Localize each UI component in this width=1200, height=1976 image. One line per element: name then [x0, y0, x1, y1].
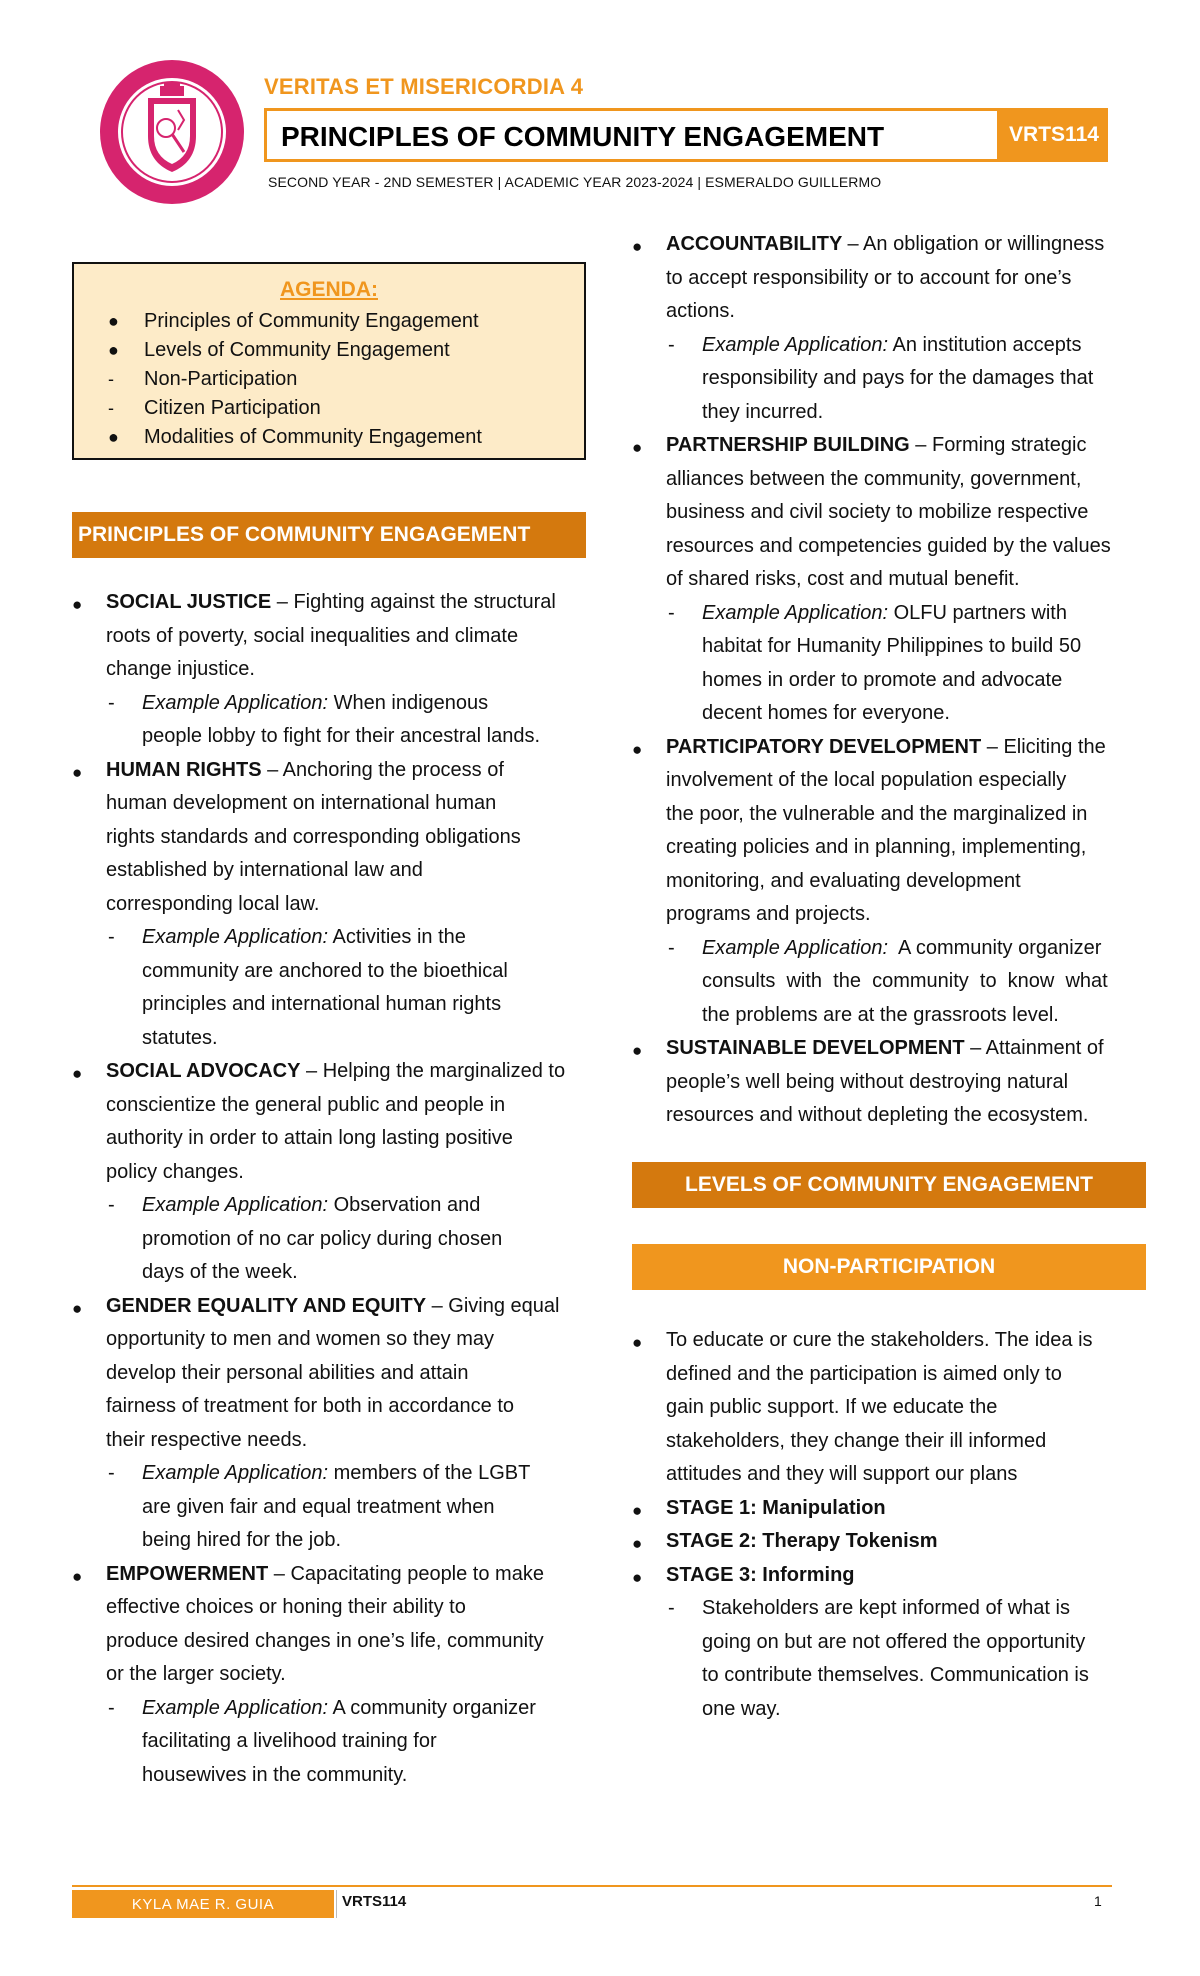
definition-text: – Eliciting the: [981, 735, 1106, 758]
definition-line: opportunity to men and women so they may: [106, 1328, 494, 1350]
agenda-marker: ●: [108, 311, 119, 331]
definition-line: corresponding local law.: [106, 892, 320, 915]
principle-participatory-development: [666, 731, 1106, 765]
definition-line: actions.: [666, 300, 735, 322]
agenda-item: [108, 339, 450, 362]
example-line: [142, 1692, 536, 1726]
example-line: [702, 597, 1067, 631]
definition-line: resources and without depleting the ecosystem.: [666, 1104, 1089, 1126]
example-line: are given fair and equal treatment when: [142, 1495, 495, 1518]
agenda-item: [108, 368, 297, 391]
example-text: A community organizer: [328, 1696, 536, 1719]
definition-line: their respective needs.: [106, 1428, 308, 1451]
definition-line: roots of poverty, social inequalities and climate: [106, 624, 519, 647]
bullet-marker: ●: [632, 739, 643, 759]
example-text: An institution accepts: [888, 333, 1082, 356]
definition-line: business and civil society to mobilize respective: [666, 501, 1089, 523]
footer-course-code: VRTS114: [342, 1893, 407, 1910]
term: ACCOUNTABILITY: [666, 233, 848, 255]
bullet-marker: ●: [632, 1567, 643, 1587]
bullet-marker: ●: [72, 1566, 83, 1586]
example-line: [142, 1189, 480, 1223]
stage-label: STAGE 1: Manipulation: [666, 1496, 886, 1519]
bullet-marker: ●: [72, 1064, 83, 1083]
definition-line: programs and projects.: [666, 903, 871, 925]
principle-partnership-building: [666, 429, 1086, 463]
page-title: PRINCIPLES OF COMMUNITY ENGAGEMENT: [281, 121, 885, 152]
definition-text: – Capacitating people to make: [268, 1562, 544, 1585]
definition-line: established by international law and: [106, 859, 423, 881]
section-title: LEVELS OF COMMUNITY ENGAGEMENT: [685, 1173, 1093, 1196]
dash-marker: -: [668, 1597, 675, 1619]
agenda-box: [72, 262, 586, 460]
definition-line: monitoring, and evaluating development: [666, 869, 1021, 892]
example-label: Example Application:: [702, 333, 889, 356]
definition-line: conscientize the general public and people in: [106, 1093, 506, 1116]
definition-line: develop their personal abilities and attain: [106, 1361, 469, 1384]
example-line: being hired for the job.: [142, 1529, 342, 1551]
bullet-marker: ●: [632, 1041, 643, 1060]
definition-line: change injustice.: [106, 658, 255, 680]
example-text: members of the LGBT: [328, 1462, 531, 1484]
example-label: Example Application:: [142, 926, 329, 948]
agenda-item-label: Citizen Participation: [144, 397, 321, 419]
term: PARTICIPATORY DEVELOPMENT: [666, 735, 982, 758]
example-label: Example Application:: [142, 1696, 329, 1719]
definition-line: gain public support. If we educate the: [666, 1396, 998, 1418]
definition-text: – Anchoring the process of: [261, 758, 504, 781]
non-participation-content: [632, 1324, 1152, 1744]
definition-line: creating policies and in planning, implementing,: [666, 836, 1087, 858]
example-text: Activities in the: [328, 926, 466, 948]
principle-gender-equality: [106, 1290, 559, 1324]
agenda-item: [108, 310, 479, 333]
agenda-item-label: Modalities of Community Engagement: [144, 426, 482, 448]
stage-item: [666, 1559, 855, 1593]
example-line: principles and international human rights: [142, 993, 502, 1015]
example-label: Example Application:: [142, 1462, 329, 1484]
example-line: days of the week.: [142, 1261, 298, 1283]
agenda-item-label: Non-Participation: [144, 368, 298, 390]
course-code-badge: VRTS114: [1000, 108, 1108, 162]
definition-line: defined and the participation is aimed only to: [666, 1362, 1062, 1385]
example-text: OLFU partners with: [888, 601, 1067, 624]
example-line: facilitating a livelihood training for: [142, 1730, 437, 1752]
example-line: [142, 1457, 530, 1491]
section-title: NON-PARTICIPATION: [782, 1255, 996, 1278]
example-line: [702, 329, 1081, 363]
bullet-marker: ●: [632, 1500, 643, 1520]
example-line: community are anchored to the bioethical: [142, 959, 508, 982]
agenda-item: [108, 426, 482, 449]
detail-line: one way.: [702, 1697, 781, 1720]
definition-line: To educate or cure the stakeholders. The idea is: [666, 1329, 1093, 1351]
example-line: decent homes for everyone.: [702, 702, 950, 724]
example-line: [142, 921, 466, 955]
definition-text: – Fighting against the structural: [271, 591, 556, 613]
example-line: promotion of no car policy during chosen: [142, 1227, 503, 1250]
definition-text: – Helping the marginalized to: [300, 1060, 566, 1082]
example-line: housewives in the community.: [142, 1763, 408, 1786]
example-line: habitat for Humanity Philippines to build 50: [702, 635, 1082, 657]
footer-separator: [336, 1890, 337, 1918]
detail-line: to contribute themselves. Communication is: [702, 1664, 1089, 1686]
university-seal-icon: [98, 58, 246, 206]
example-line: people lobby to fight for their ancestral lands.: [142, 725, 541, 747]
example-text: Observation and: [328, 1194, 481, 1216]
definition-line: policy changes.: [106, 1160, 244, 1183]
definition-line: stakeholders, they change their ill informed: [666, 1429, 1047, 1452]
agenda-item-label: Levels of Community Engagement: [144, 339, 450, 361]
definition-text: – An obligation or willingness: [847, 233, 1105, 255]
term: SUSTAINABLE DEVELOPMENT: [666, 1037, 965, 1059]
example-line: responsibility and pays for the damages that: [702, 367, 1094, 389]
agenda-marker: -: [108, 398, 114, 418]
bullet-marker: ●: [632, 438, 643, 457]
dash-marker: -: [108, 1462, 115, 1484]
agenda-title: AGENDA:: [280, 278, 378, 301]
example-label: Example Application:: [142, 1194, 329, 1216]
term: SOCIAL ADVOCACY: [106, 1060, 301, 1082]
page-number: 1: [1094, 1893, 1102, 1909]
definition-text: – Attainment of: [964, 1037, 1104, 1059]
definition-line: resources and competencies guided by the values: [666, 534, 1111, 557]
dash-marker: -: [108, 691, 115, 714]
definition-line: people’s well being without destroying natural: [666, 1070, 1069, 1093]
section-title: PRINCIPLES OF COMMUNITY ENGAGEMENT: [78, 523, 531, 546]
term: GENDER EQUALITY AND EQUITY: [106, 1294, 427, 1317]
agenda-item-label: Principles of Community Engagement: [144, 310, 479, 332]
principle-social-justice: [106, 586, 556, 620]
example-label: Example Application:: [702, 601, 889, 624]
definition-line: the poor, the vulnerable and the marginalized in: [666, 802, 1088, 825]
example-text: When indigenous: [328, 691, 489, 714]
definition-line: fairness of treatment for both in accordance to: [106, 1395, 514, 1417]
example-line: [142, 687, 488, 721]
stage-item: [666, 1525, 938, 1559]
left-column: [72, 586, 592, 1786]
agenda-item: [108, 397, 321, 420]
section-levels-bar: [632, 1162, 1146, 1208]
example-line: consults with the community to know what: [702, 970, 1108, 992]
definition-line: alliances between the community, government,: [666, 467, 1082, 490]
detail-line: going on but are not offered the opportunity: [702, 1630, 1086, 1653]
definition-line: or the larger society.: [106, 1663, 286, 1685]
dash-marker: -: [108, 1696, 115, 1719]
footer-author: KYLA MAE R. GUIA: [72, 1890, 334, 1918]
definition-line: produce desired changes in one’s life, community: [106, 1629, 544, 1652]
definition-line: to accept responsibility or to account for one’s: [666, 266, 1072, 289]
principle-social-advocacy: [106, 1055, 565, 1089]
dash-marker: -: [668, 601, 675, 624]
section-non-participation-bar: [632, 1244, 1146, 1290]
definition-line: authority in order to attain long lasting positive: [106, 1127, 513, 1149]
example-label: Example Application:: [702, 936, 889, 959]
right-column: [632, 228, 1152, 1128]
example-line: homes in order to promote and advocate: [702, 668, 1063, 691]
definition-text: – Giving equal: [426, 1294, 560, 1317]
dash-marker: -: [108, 1194, 115, 1216]
section-principles-bar: [72, 512, 586, 558]
principle-sustainable-development: [666, 1032, 1104, 1066]
bullet-marker: ●: [632, 1333, 643, 1352]
term: PARTNERSHIP BUILDING: [666, 434, 910, 456]
bullet-marker: ●: [72, 762, 83, 782]
example-line: [702, 932, 1101, 966]
example-line: they incurred.: [702, 400, 824, 423]
bullet-marker: ●: [72, 1298, 83, 1318]
course-kicker: VERITAS ET MISERICORDIA 4: [264, 74, 584, 99]
agenda-marker: -: [108, 369, 114, 389]
definition-text: – Forming strategic: [909, 434, 1087, 456]
definition-line: effective choices or honing their ability to: [106, 1596, 466, 1618]
term: HUMAN RIGHTS: [106, 758, 262, 781]
bullet-marker: ●: [632, 237, 643, 256]
example-label: Example Application:: [142, 691, 329, 714]
dash-marker: -: [108, 926, 115, 948]
dash-marker: -: [668, 936, 675, 959]
definition-line: attitudes and they will support our plans: [666, 1463, 1018, 1485]
title-box: [264, 108, 1000, 162]
principle-accountability: [666, 228, 1104, 262]
dash-marker: -: [668, 333, 675, 356]
subheader: SECOND YEAR - 2ND SEMESTER | ACADEMIC YEAR 2023-2024 | ESMERALDO GUILLERMO: [268, 174, 882, 190]
term: SOCIAL JUSTICE: [106, 591, 272, 613]
agenda-marker: ●: [108, 340, 119, 360]
term: EMPOWERMENT: [106, 1562, 269, 1585]
example-line: statutes.: [142, 1026, 218, 1049]
bullet-marker: ●: [632, 1534, 643, 1553]
example-line: the problems are at the grassroots level.: [702, 1003, 1059, 1026]
principle-empowerment: [106, 1558, 544, 1592]
stage-item: [666, 1492, 886, 1526]
definition-line: rights standards and corresponding obligations: [106, 825, 521, 848]
definition-line: of shared risks, cost and mutual benefit.: [666, 568, 1020, 590]
definition-line: human development on international human: [106, 792, 497, 814]
stage-label: STAGE 3: Informing: [666, 1563, 855, 1586]
footer-rule: [72, 1885, 1112, 1887]
agenda-marker: ●: [108, 427, 119, 447]
bullet-marker: ●: [72, 595, 83, 614]
definition-line: involvement of the local population especially: [666, 769, 1067, 791]
example-text: A community organizer: [888, 936, 1102, 959]
detail-line: Stakeholders are kept informed of what is: [702, 1597, 1070, 1619]
stage-label: STAGE 2: Therapy Tokenism: [666, 1530, 938, 1552]
principle-human-rights: [106, 754, 504, 788]
